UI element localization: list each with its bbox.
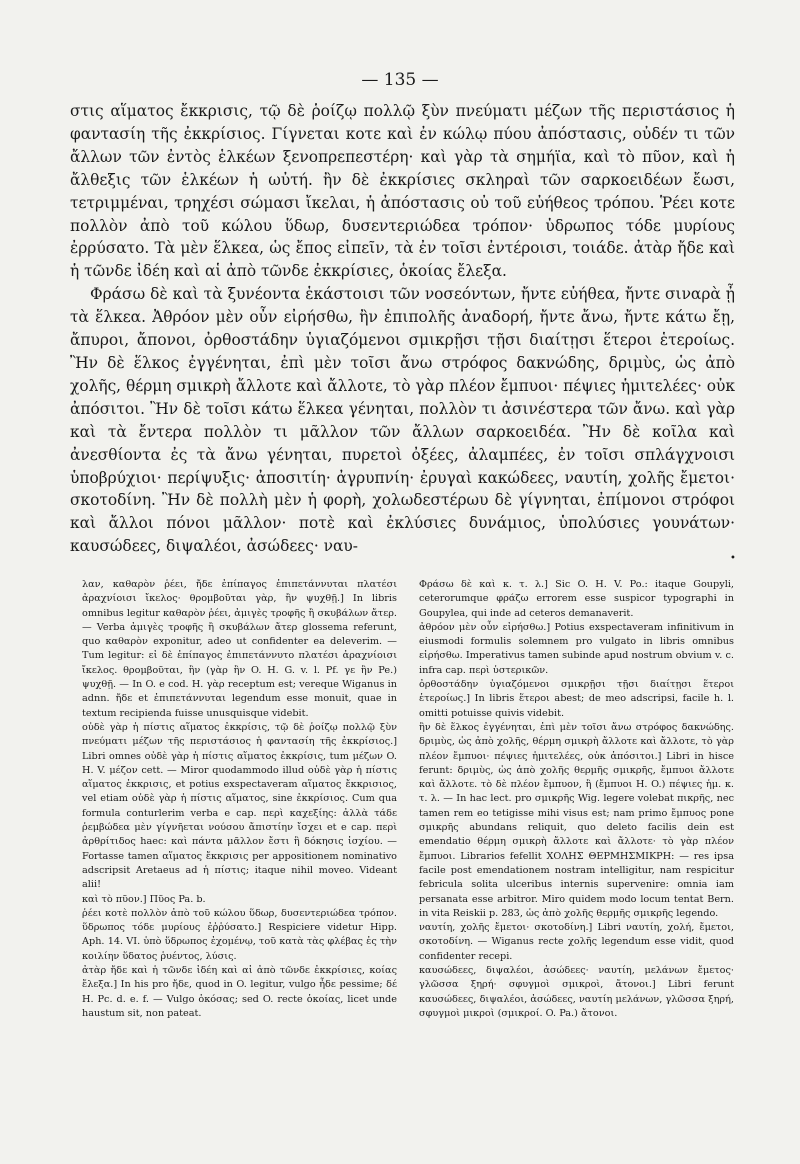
note: Φράσω δὲ καὶ κ. τ. λ.] Sic O. H. V. Po.: itaque Goupyli, ceterorumque φράζω errorem esse suspicor typographi in Goupylea, qui inde ad ceteros demanaverit. <box>419 579 734 619</box>
note: ἀθρόον μὲν οὖν εἰρήσθω.] Potius exspectaveram infinitivum in eiusmodi formulis solemnem pro vulgato in libris omnibus εἰρήσθω. Imperativus tamen subinde apud nostrum obvium v. c. infra cap. περὶ ὑστερικῶν. <box>419 621 734 676</box>
main-paragraph: στις αἵματος ἔκκρισις, τῷ δὲ ῥοίζῳ πολλῷ ξὺν πνεύματι μέζων τῆς περιστάσιος ἡ φαντασίη τῆς ἐκκρίσιος. Γίγνεται κοτε καὶ ἐν κώλῳ πύου ἀπόστασις, οὐδέν τι τῶν ἄλλων τῶν ἐντὸς ἑλκέων ξενοπρεπεστέρη· καὶ γὰρ τὰ σημήϊα, καὶ τὸ πῦον, καὶ ἡ ἄλθεξις τῶν ἑλκέων ἡ ωὐτή. ἢν δὲ ἐκκρίσιες σκληραὶ τῶν σαρκοειδέων ἔωσι, τετριμμέναι, τρηχέσι σώμασι ἴκελαι, ἡ ἀπόστασις οὐ τοῦ εὐήθεος τρόπου. Ῥέει κοτε πολλὸν ἀπὸ τοῦ κώλου ὕδωρ, δυσεντεριώδεα τρόπον· ὑδρωπος τόδε μυρίους ἐρρύσατο. Τὰ μὲν ἕλκεα, ὡς ἔπος εἰπεῖν, τὰ ἐν τοῖσι ἐντέροισι, τοιάδε. ἀτὰρ ἤδε καὶ ἡ τῶνδε ἰδέη καὶ αἱ ἀπὸ τῶνδε ἐκκρίσιες, ὁκοίας ἔλεξα. <box>70 102 735 281</box>
notes-left-column <box>82 578 397 1021</box>
note: καυσώδεες, διψαλέοι, ἀσώδεες· ναυτίη, μελάνων ἔμετος· γλῶσσα ξηρή· σφυγμοὶ σμικροὶ, ἄτονοι.] Libri ferunt καυσώδεες, διψαλέοι, ἀσώδεες, ναυτίη μελάνων, γλῶσσα ξηρή, σφυγμοὶ μικροὶ (σμικροί. O. Pa.) ἄτονοι. <box>419 965 734 1019</box>
footnote-mark: • <box>730 553 736 564</box>
note: οὐδὲ γὰρ ἡ πίστις αἵματος ἐκκρίσις, τῷ δὲ ῥοίζῳ πολλῷ ξὺν πνεύματι μέζων τῆς περιστάσιος ἡ φαντασίη τῆς ἐκκρίσιος.] Libri omnes οὐδὲ γὰρ ἡ πίστις αἵματος ἐκκρίσις, tum μέζων O. H. V. μέζον cett. — Miror quodammodo illud οὐδὲ γὰρ ἡ πίστις αἵματος ἐκκρισις, et potius exspectaveram αἵματος ἔκκρισιος, vel etiam οὐδὲ γὰρ ἡ πίστις αἵματος, sine ἐκκρίσιος. Cum qua formula conturlerim verba e cap. περὶ καχεξίης: ἀλλὰ τάδε ῥεμβώδεα μὲν γίγνῆεται νούσου ἄπιστίην ἴσχει et e cap. περὶ ἀρθρίτιδος haec: καὶ πάντα μᾶλλον ἔστι ἢ δόκησις ἰσχίου. — Fortasse tamen αἵματος ἔκκρισις per appositionem nominativo adscripsit Aretaeus ad ἡ πίστις; itaque nihil moveo. Videant alii! <box>82 721 397 891</box>
notes-right-column <box>419 578 734 1021</box>
note: λαν, καθαρὸν ῥέει, ἤδε ἐπίπαγος ἐπιπετάννυται πλατέσι ἀραχνίοισι ἴκελος· θρομβοῦται γὰρ, ἢν ψυχθῇ.] In libris omnibus legitur καθαρὸν ῥέει, ἀμιγὲς τροφῆς ἢ σκυβάλων ἄτερ. — Verba ἀμιγὲς τροφῆς ἢ σκυβάλων ἄτερ glossema referunt, quo καθαρὸν exponitur, adeo ut confidenter ea deleverim. — Tum legitur: εἰ δὲ ἐπίπαγος ἐπιπετάννυτο πλατέσι ἀραχνίοισι ἴκελος. θρομβοῦται, ἢν (γὰρ ἢν O. H. G. v. l. Pf. γε ἢν Pe.) ψυχθῇ. — In O. e cod. H. γὰρ receptum est; vereque Wiganus in adnn. ἤδε et ἐπιπετάννυται legendum esse monuit, quae in textum recipienda fuisse unusquisque videbit. <box>82 579 397 719</box>
critical-notes <box>82 578 734 1021</box>
page-number: — 135 — <box>361 70 439 90</box>
note: ὀρθοστάδην ὑγιαζόμενοι σμικρῇσι τῇσι διαίτῃσι ἕτεροι ἑτεροίως.] In libris ἕτεροι abest; de meo adscripsi, facile h. l. omitti potuisse quivis videbit. <box>419 679 734 719</box>
note: καὶ τὸ πῦον.] Πῦος Pa. b. <box>82 893 206 905</box>
note: ναυτίη, χολῆς ἔμετοι· σκοτοδίνη.] Libri ναυτίη, χολή, ἔμετοι, σκοτοδίνη. — Wiganus recte χολῆς legendum esse vidit, quod confidenter recepi. <box>419 922 734 962</box>
note: ἢν δὲ ἕλκος ἐγγένηται, ἐπὶ μὲν τοῖσι ἄνω στρόφος δακνώδης. δριμὺς, ὡς ἀπὸ χολῆς, θέρμη σμικρὴ ἄλλοτε καὶ ἄλλοτε, τὸ γὰρ πλέον ἔμπυοι· πέψιες ἡμιτελέες, οὐκ ἀπόσιτοι.] Libri in hisce ferunt: δριμὺς, ὡς ἀπὸ χολῆς θερμῆς σμικρῆς, ἔμπυοι ἄλλοτε καὶ ἄλλοτε. τὸ δὲ πλέον ἔμπυον, ἢ (ἔμπυοι H. O.) πέψιες ἡμ. κ. τ. λ. — In hac lect. pro σμικρῆς Wig. legere volebat πικρῆς, nec tamen rem eo tetigisse mihi visus est; nam primo ἔμπυος pone σμικρῆς abundans reliquit, quo deleto facilis dein est emendatio θέρμη σμικρὴ ἄλλοτε καὶ ἄλλοτε· τὸ γὰρ πλέον ἔμπυοι. Librarios fefellit ΧΟΛΗΣ ΘΕΡΜΗΣΜΙΚΡΗ: — res ipsa facile post emendationem nostram intelligitur, nam respicitur febricula solita ulceribus internis supervenire: omnia iam persanata esse arbitror. Miro quidem modo locum tentat Bern. in vita Reiskii p. 283, ὡς ἀπὸ χολῆς θερμῆς σμικρῆς legendo. <box>419 721 734 919</box>
note: ἀτὰρ ἤδε καὶ ἡ τῶνδε ἰδέη καὶ αἱ ἀπὸ τῶνδε ἐκκρίσιες, κοίας ἔλεξα.] In his pro ἤδε, quod in O. legitur, vulgo ἦδε pessime; δέ H. Pc. d. e. f. — Vulgo ὁκόσας; sed O. recte ὁκοίας, licet unde haustum sit, non pateat. <box>82 965 397 1019</box>
main-paragraph: Φράσω δὲ καὶ τὰ ξυνέοντα ἑκάστοισι τῶν νοσεόντων, ἤντε εὐήθεα, ἤντε σιναρὰ ᾖ τὰ ἕλκεα. Ἀθρόον μὲν οὖν εἰρήσθω, ἢν ἐπιπολῆς ἀναδορή, ἤντε ἄνω, ἤντε κάτω ἔῃ, ἄπυροι, ἄπονοι, ὀρθοστάδην ὑγιαζόμενοι σμικρῇσι τῇσι διαίτῃσι ἕτεροι ἑτεροίως. Ἢν δὲ ἕλκος ἐγγένηται, ἐπὶ μὲν τοῖσι ἄνω στρόφος δακνώδης, δριμὺς, ὡς ἀπὸ χολῆς, θέρμη σμικρὴ ἄλλοτε καὶ ἄλλοτε, τὸ γὰρ πλέον ἔμπυοι· πέψιες ἡμιτελέες· οὐκ ἀπόσιτοι. Ἢν δὲ τοῖσι κάτω ἕλκεα γένηται, πολλὸν τι ἀσινέστερα τῶν ἄνω. καὶ γὰρ καὶ τὰ ἔντερα πολλὸν τι μᾶλλον τῶν ἄλλων σαρκοειδέα. Ἢν δὲ κοῖλα καὶ ἀνεσθίοντα ἐς τὰ ἄνω γένηται, πυρετοὶ ὀξέες, ἀλαμπέες, ἐν τοῖσι σπλάγχνοισι ὑποβρύχιοι· περίψυξις· ἀποσιτίη· ἀγρυπνίη· ἐρυγαὶ κακώδεες, ναυτίη, χολῆς ἔμετοι· σκοτοδίνη. Ἢν δὲ πολλὴ μὲν ἡ φορὴ, χολωδεστέρωυ δὲ γίγνηται, ἐπίμονοι στρόφοι καὶ ἄλλοι πόνοι μᾶλλον· ποτὲ καὶ ἐκλύσιες δυνάμιος, ὑπολύσιες γουνάτων· καυσώδεες, διψαλέοι, ἀσώδεες· ναυ- <box>70 285 735 556</box>
main-greek-text <box>70 100 735 558</box>
note: ῥέει κοτὲ πολλὸν ἀπὸ τοῦ κώλου ὕδωρ, δυσεντεριώδεα τρόπον. ὕδρωπος τόδε μυρίους ἐῤῥύσατο.] Respiciere videtur Hipp. Aph. 14. VI. ὑπὸ ὕδρωπος ἐχομένῳ, τοῦ κατὰ τὰς φλέβας ἐς τὴν κοιλίην ὕδατος ῥυέντος, λύσις. <box>82 907 397 962</box>
